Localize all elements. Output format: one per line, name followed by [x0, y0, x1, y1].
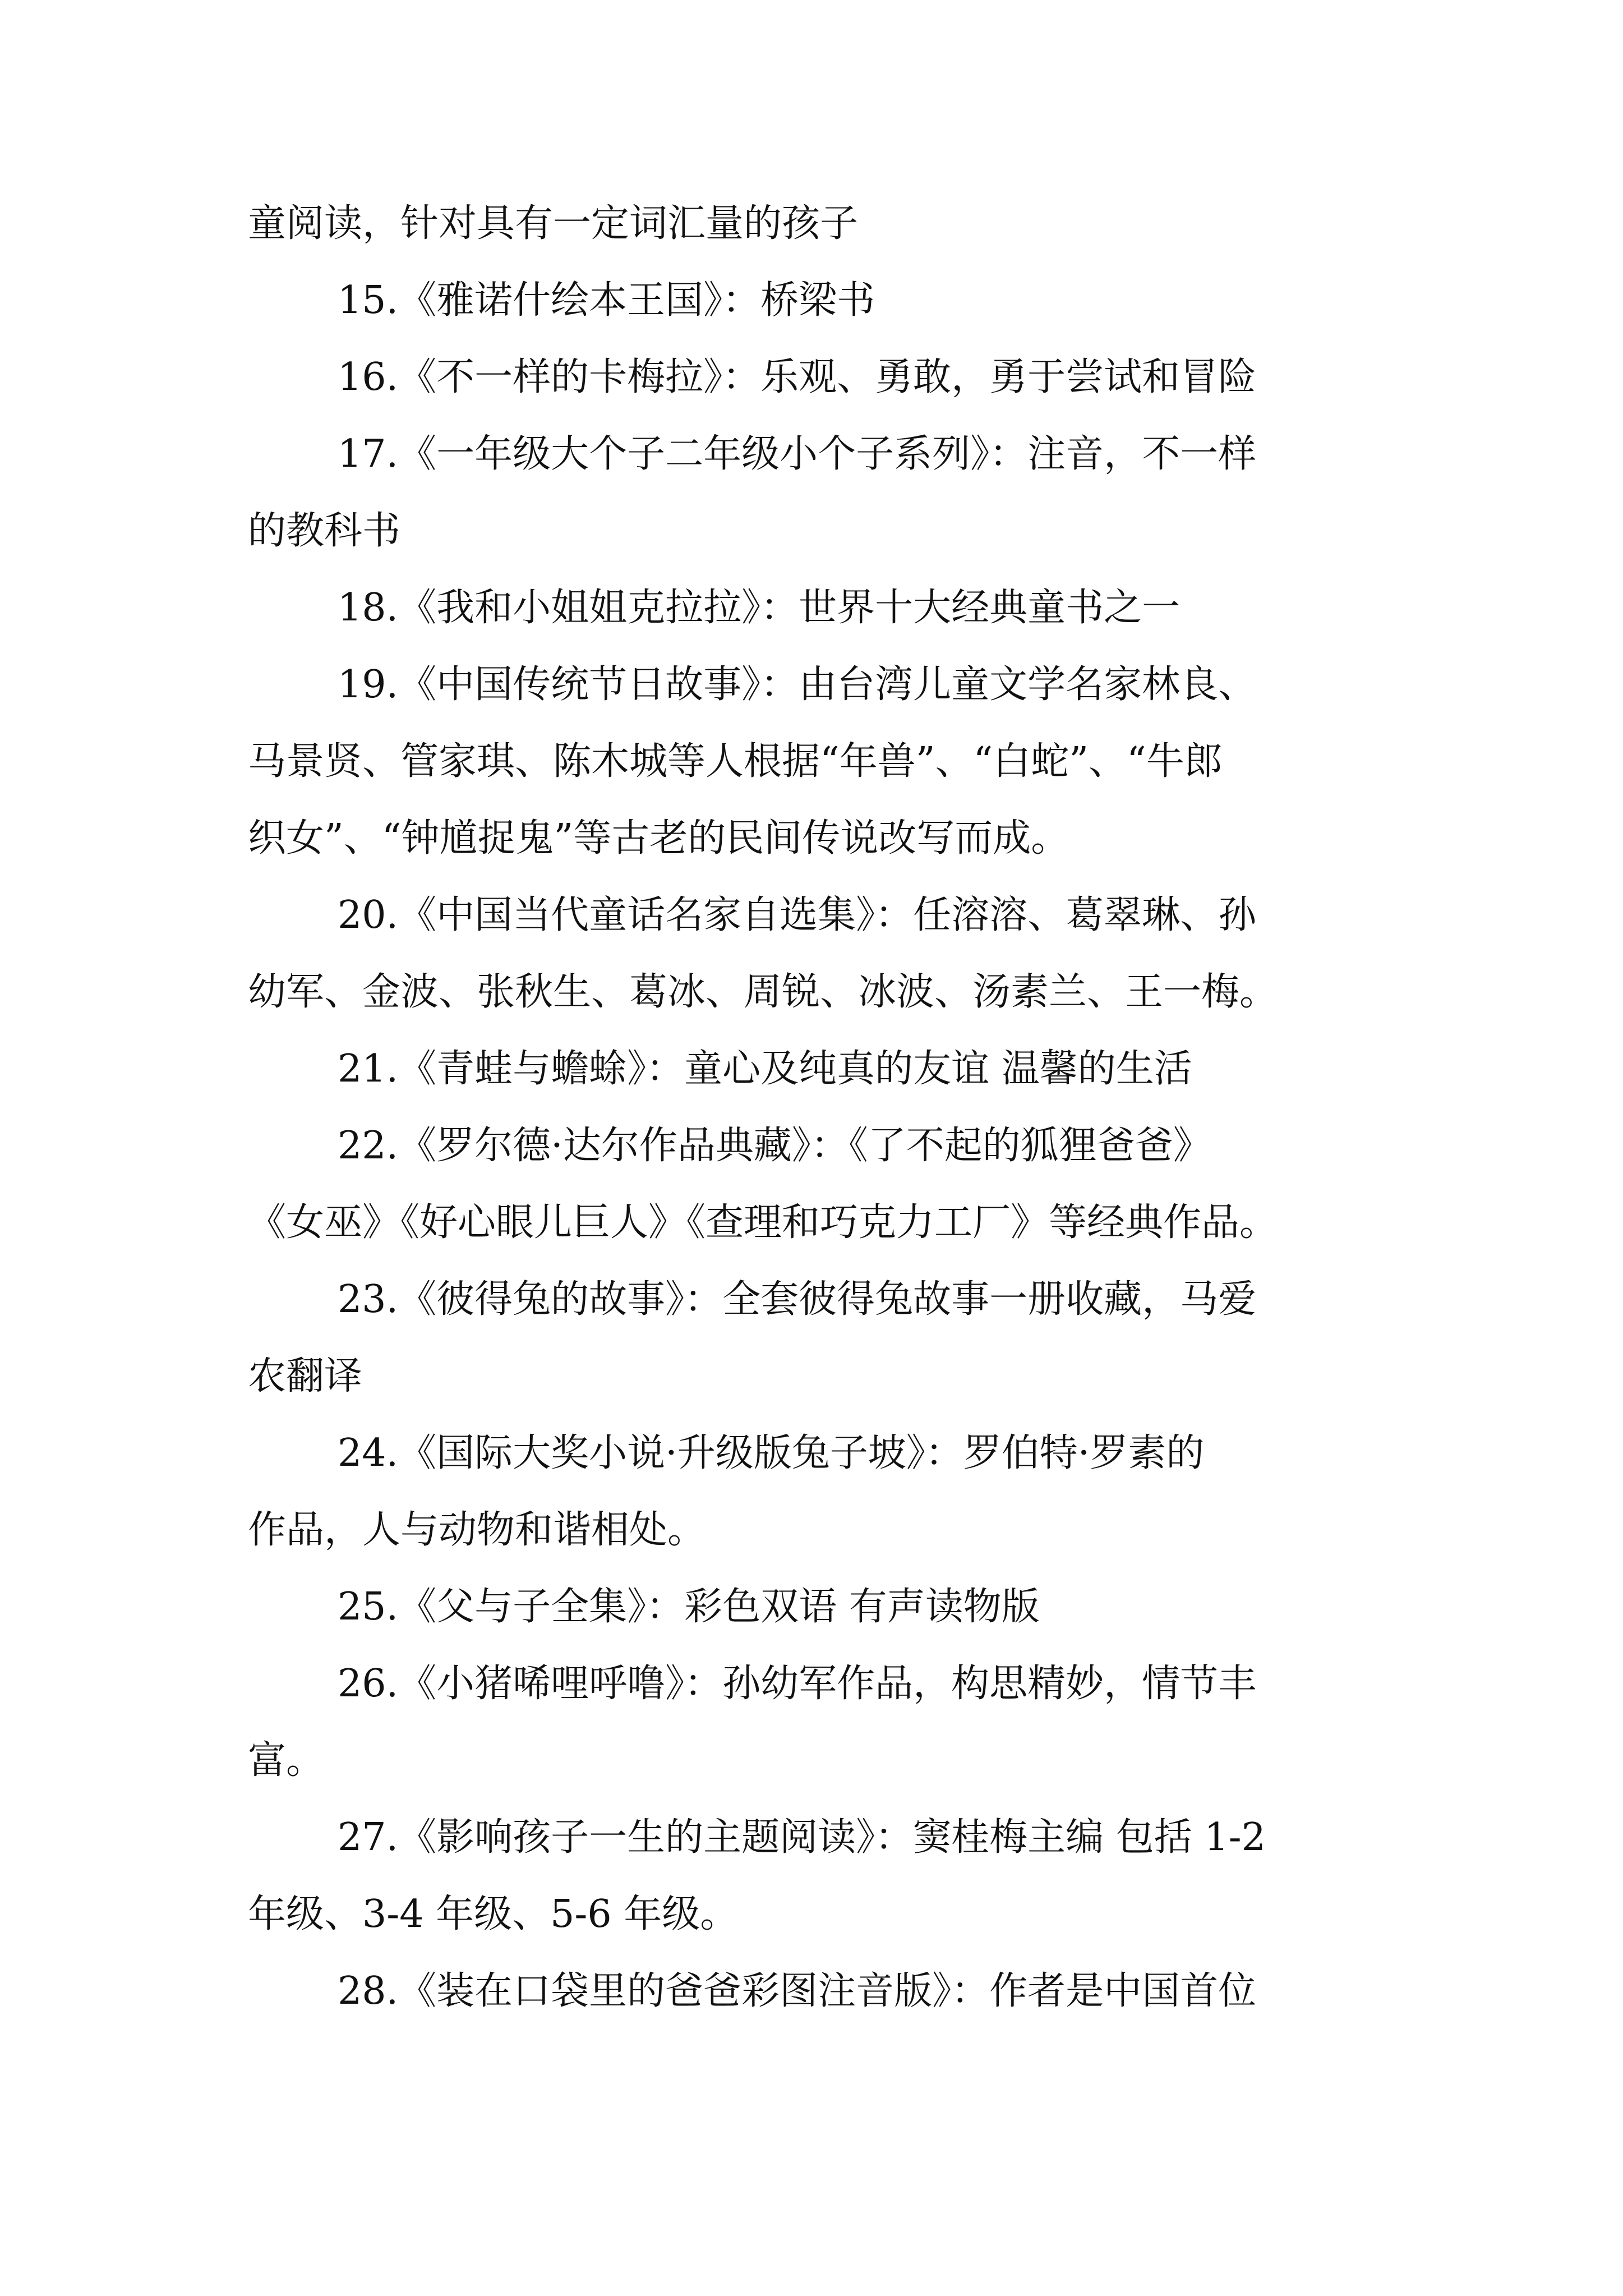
list-item-26: 26.《小猪唏哩呼噜》：孙幼军作品，构思精妙，情节丰: [338, 1662, 1257, 1706]
text-line: 幼军、金波、张秋生、葛冰、周锐、冰波、汤素兰、王一梅。: [248, 970, 1278, 1014]
list-item-19: 19.《中国传统节日故事》：由台湾儿童文学名家林良、: [338, 662, 1257, 707]
text-line: 童阅读，针对具有一定词汇量的孩子: [248, 201, 859, 246]
list-item-16: 16.《不一样的卡梅拉》：乐观、勇敢，勇于尝试和冒险: [338, 355, 1257, 399]
text-line: 作品，人与动物和谐相处。: [248, 1508, 706, 1552]
list-item-15: 15.《雅诺什绘本王国》：桥梁书: [338, 278, 875, 323]
text-line: 的教科书: [248, 509, 401, 553]
list-item-22: 22.《罗尔德·达尔作品典藏》：《了不起的狐狸爸爸》: [338, 1124, 1211, 1168]
list-item-25: 25.《父与子全集》：彩色双语 有声读物版: [338, 1585, 1040, 1629]
list-item-24: 24.《国际大奖小说·升级版兔子坡》：罗伯特·罗素的: [338, 1431, 1205, 1475]
list-item-28: 28.《装在口袋里的爸爸彩图注音版》：作者是中国首位: [338, 1969, 1257, 2013]
text-line: 织女”、“钟馗捉鬼”等古老的民间传说改写而成。: [248, 816, 1069, 861]
list-item-18: 18.《我和小姐姐克拉拉》：世界十大经典童书之一: [338, 586, 1181, 630]
text-line: 农翻译: [248, 1354, 363, 1398]
list-item-21: 21.《青蛙与蟾蜍》：童心及纯真的友谊 温馨的生活: [338, 1047, 1192, 1091]
text-line: 马景贤、管家琪、陈木城等人根据“年兽”、“白蛇”、“牛郎: [248, 739, 1223, 784]
text-line: 年级、3-4 年级、5-6 年级。: [248, 1892, 739, 1936]
text-line: 富。: [248, 1738, 325, 1783]
list-item-20: 20.《中国当代童话名家自选集》：任溶溶、葛翠琳、孙: [338, 893, 1257, 937]
list-item-17: 17.《一年级大个子二年级小个子系列》：注音，不一样: [338, 432, 1257, 476]
text-line: 《女巫》《好心眼儿巨人》《查理和巧克力工厂》等经典作品。: [248, 1200, 1278, 1245]
list-item-27: 27.《影响孩子一生的主题阅读》：窦桂梅主编 包括 1-2: [338, 1815, 1266, 1860]
list-item-23: 23.《彼得兔的故事》：全套彼得兔故事一册收藏，马爱: [338, 1277, 1257, 1322]
